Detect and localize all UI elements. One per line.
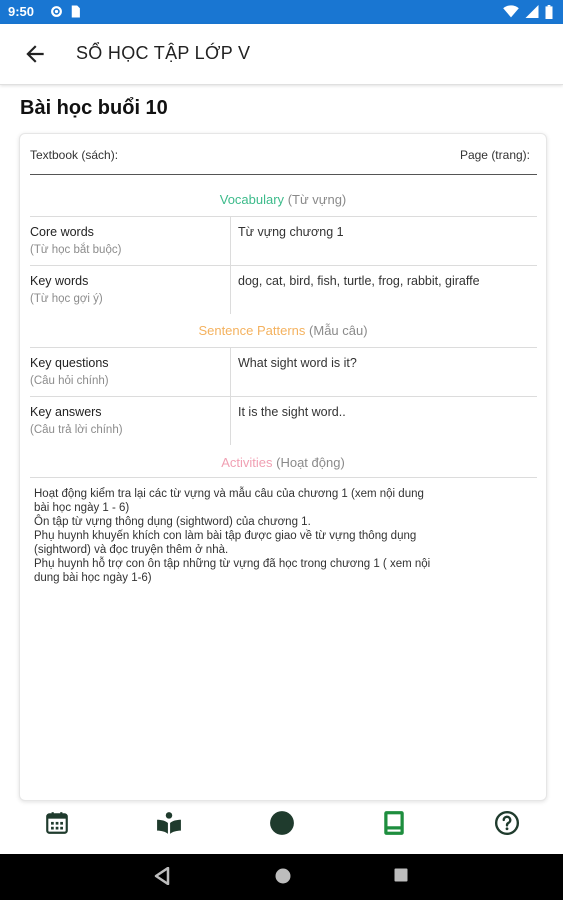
key-questions-label: Key questions xyxy=(30,356,109,370)
activity-line: Hoạt động kiểm tra lại các từ vựng và mẫu câu của chương 1 (xem nội dung xyxy=(34,488,424,500)
signal-icon xyxy=(525,5,539,18)
battery-icon xyxy=(545,5,553,19)
key-questions-sublabel: (Câu hỏi chính) xyxy=(30,375,109,387)
table-row xyxy=(30,217,537,266)
activity-line: Phụ huynh hỗ trợ con ôn tập những từ vựng đã học trong chương 1 ( xem nội xyxy=(34,558,431,570)
reading-icon[interactable] xyxy=(156,810,182,836)
key-words-sublabel: (Từ học gợi ý) xyxy=(30,293,103,305)
textbook-page-row xyxy=(30,148,530,162)
activities-title: Activities xyxy=(221,455,273,470)
key-words-value: dog, cat, bird, fish, turtle, frog, rabbit, giraffe xyxy=(238,274,480,288)
status-time: 9:50 xyxy=(8,4,35,19)
sentence-patterns-table xyxy=(30,347,537,445)
key-answers-sublabel: (Câu trả lời chính) xyxy=(30,424,123,436)
vocabulary-table xyxy=(30,216,537,314)
activity-line: (sightword) và đọc truyện thêm ở nhà. xyxy=(34,544,229,556)
calendar-icon[interactable] xyxy=(44,810,70,836)
back-arrow-icon[interactable] xyxy=(22,41,48,67)
vocabulary-subtitle: (Từ vựng) xyxy=(287,192,347,207)
core-words-sublabel: (Từ học bắt buộc) xyxy=(30,244,122,256)
help-icon[interactable] xyxy=(494,810,520,836)
lesson-card xyxy=(19,133,547,801)
header-divider xyxy=(30,174,537,175)
settings-icon xyxy=(50,5,63,18)
page-label: Page (trang): xyxy=(459,148,530,162)
app-bar xyxy=(0,24,563,85)
vocabulary-title: Vocabulary xyxy=(219,192,285,207)
vocabulary-heading xyxy=(20,192,546,207)
table-row xyxy=(30,348,537,397)
book-icon[interactable] xyxy=(381,810,407,836)
sentence-patterns-heading xyxy=(20,323,546,338)
key-questions-value: What sight word is it? xyxy=(238,356,357,370)
activity-line: Phụ huynh khuyến khích con làm bài tập được giao về từ vựng thông dụng xyxy=(34,530,417,542)
activity-line: bài học ngày 1 - 6) xyxy=(34,502,130,514)
home-circle-icon[interactable] xyxy=(274,867,292,885)
lesson-title: Bài học buổi 10 xyxy=(20,97,168,119)
key-answers-value: It is the sight word.. xyxy=(238,405,346,419)
core-words-value: Từ vựng chương 1 xyxy=(238,225,344,239)
activity-line: Ôn tập từ vựng thông dụng (sightword) của chương 1. xyxy=(34,516,311,528)
app-title: SỔ HỌC TẬP LỚP V xyxy=(76,43,251,63)
sentence-patterns-subtitle: (Mẫu câu) xyxy=(309,323,368,338)
key-words-label: Key words xyxy=(30,274,89,288)
table-row xyxy=(30,266,537,314)
activities-divider xyxy=(30,477,537,478)
status-bar xyxy=(0,0,563,24)
activities-text xyxy=(34,487,529,585)
sd-card-icon xyxy=(69,5,81,18)
activities-heading xyxy=(20,455,546,470)
system-navigation-bar xyxy=(0,854,563,900)
table-row xyxy=(30,397,537,445)
wifi-icon xyxy=(503,5,519,18)
activities-subtitle: (Hoạt động) xyxy=(276,455,345,470)
circle-icon[interactable] xyxy=(269,810,295,836)
key-answers-label: Key answers xyxy=(30,405,102,419)
sentence-patterns-title: Sentence Patterns xyxy=(198,323,306,338)
bottom-navigation xyxy=(0,808,563,854)
back-triangle-icon[interactable] xyxy=(154,867,170,885)
core-words-label: Core words xyxy=(30,225,94,239)
recents-square-icon[interactable] xyxy=(393,867,409,883)
activity-line: dung bài học ngày 1-6) xyxy=(34,572,152,584)
textbook-label: Textbook (sách): xyxy=(30,148,119,162)
